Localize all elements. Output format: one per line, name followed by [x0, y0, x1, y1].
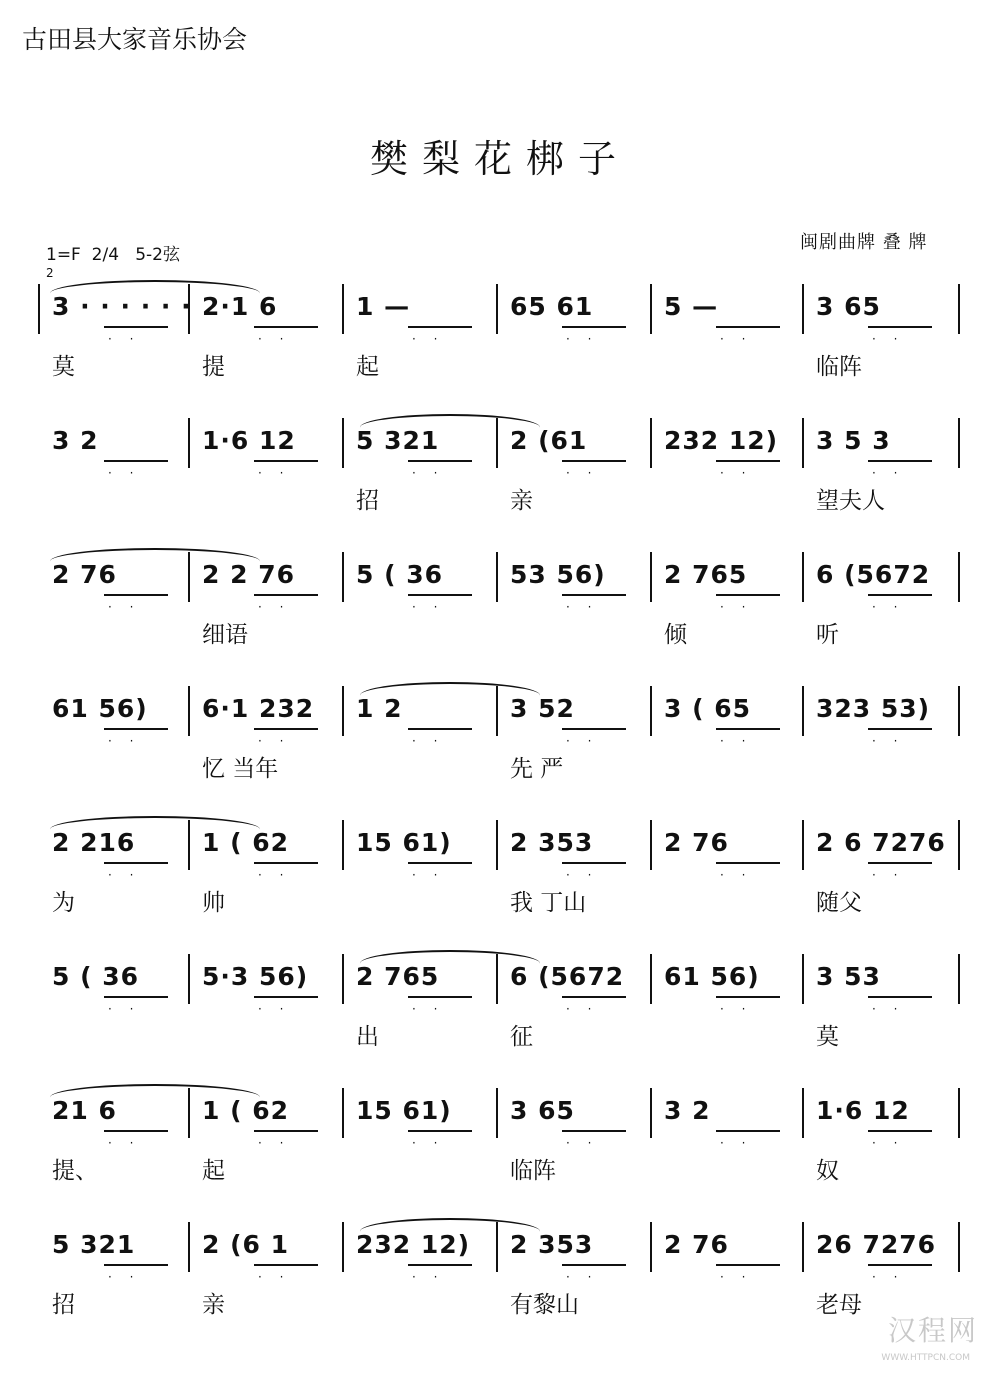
beam-underline	[104, 460, 168, 462]
beam-underline	[562, 460, 626, 462]
octave-dots: · ·	[108, 1270, 141, 1284]
measure-notes: 2 (6 1	[202, 1230, 290, 1259]
lyric: 先 严	[510, 756, 564, 782]
measure-notes: 53 56)	[510, 560, 606, 589]
beam-underline	[254, 728, 318, 730]
beam-underline	[104, 326, 168, 328]
beam-underline	[868, 1264, 932, 1266]
octave-dots: · ·	[412, 1136, 445, 1150]
credit-label: 闽剧曲牌 叠 牌	[800, 232, 928, 253]
octave-dots: · ·	[108, 332, 141, 346]
beam-underline	[716, 594, 780, 596]
beam-underline	[716, 728, 780, 730]
octave-dots: · ·	[412, 734, 445, 748]
barline	[496, 1222, 498, 1272]
beam-underline	[868, 862, 932, 864]
barline	[342, 418, 344, 468]
barline	[650, 820, 652, 870]
measure-notes: 3 5 3	[816, 426, 891, 455]
octave-dots: · ·	[872, 1002, 905, 1016]
barline	[188, 954, 190, 1004]
lyric: 我 丁山	[510, 890, 587, 916]
octave-dots: · ·	[258, 734, 291, 748]
measure-notes: 232 12)	[356, 1230, 471, 1259]
barline	[650, 418, 652, 468]
octave-dots: · ·	[108, 734, 141, 748]
octave-dots: · ·	[566, 466, 599, 480]
barline	[188, 1088, 190, 1138]
beam-underline	[254, 862, 318, 864]
measure-notes: 5 321	[52, 1230, 136, 1259]
measure-notes: 5·3 56)	[202, 962, 309, 991]
lyric: 望夫人	[816, 488, 885, 514]
barline	[38, 284, 40, 334]
barline	[188, 1222, 190, 1272]
barline	[802, 1088, 804, 1138]
barline	[802, 1222, 804, 1272]
octave-dots: · ·	[872, 734, 905, 748]
beam-underline	[562, 594, 626, 596]
octave-dots: · ·	[720, 868, 753, 882]
measure-notes: 2 216	[52, 828, 136, 857]
octave-dots: · ·	[720, 1136, 753, 1150]
octave-dots: · ·	[566, 600, 599, 614]
measure-notes: 2 765	[664, 560, 748, 589]
beam-underline	[408, 1264, 472, 1266]
octave-dots: · ·	[872, 1270, 905, 1284]
beam-underline	[868, 460, 932, 462]
measure-notes: 1 2	[356, 694, 403, 723]
watermark-url: WWW.HTTPCN.COM	[881, 1353, 970, 1363]
beam-underline	[562, 1264, 626, 1266]
barline	[802, 418, 804, 468]
lyric: 奴	[816, 1158, 839, 1184]
lyric: 帅	[202, 890, 225, 916]
beam-underline	[868, 996, 932, 998]
measure-notes: 1 ( 62	[202, 828, 290, 857]
barline	[958, 954, 960, 1004]
beam-underline	[254, 1130, 318, 1132]
measure-notes: 3 2	[664, 1096, 711, 1125]
score-system	[0, 1218, 1000, 1378]
barline	[802, 954, 804, 1004]
barline	[650, 686, 652, 736]
beam-underline	[716, 1264, 780, 1266]
lyric: 征	[510, 1024, 533, 1050]
measure-notes: 5 321	[356, 426, 440, 455]
barline	[958, 686, 960, 736]
measure-notes: 2·1 6	[202, 292, 278, 321]
beam-underline	[408, 996, 472, 998]
lyric: 提、	[52, 1158, 98, 1184]
octave-dots: · ·	[872, 1136, 905, 1150]
organization-label: 古田县大家音乐协会	[22, 25, 248, 54]
time-signature: 2/4	[91, 245, 120, 265]
beam-underline	[716, 862, 780, 864]
barline	[342, 686, 344, 736]
octave-dots: · ·	[108, 1002, 141, 1016]
lyric: 临阵	[816, 354, 862, 380]
measure-notes: 2 76	[664, 828, 729, 857]
octave-dots: · ·	[566, 1002, 599, 1016]
lyric: 莫	[816, 1024, 839, 1050]
barline	[496, 954, 498, 1004]
beam-underline	[104, 996, 168, 998]
octave-dots: · ·	[566, 1136, 599, 1150]
measure-notes: 2 353	[510, 1230, 594, 1259]
barline	[958, 820, 960, 870]
measure-notes: 5 ( 36	[356, 560, 444, 589]
lyric: 老母	[816, 1292, 862, 1318]
octave-dots: · ·	[108, 466, 141, 480]
beam-underline	[254, 996, 318, 998]
page-title: 樊梨花梆子	[369, 137, 630, 181]
barline	[650, 552, 652, 602]
measure-notes: 2 (61	[510, 426, 588, 455]
octave-dots: · ·	[566, 1270, 599, 1284]
measure-notes: 5 —	[664, 292, 719, 321]
strings-label: 5-2弦	[135, 245, 181, 265]
barline	[958, 418, 960, 468]
octave-dots: · ·	[720, 600, 753, 614]
barline	[342, 954, 344, 1004]
measure-notes: 26 7276	[816, 1230, 937, 1259]
barline	[188, 820, 190, 870]
measure-notes: 1 —	[356, 292, 411, 321]
octave-dots: · ·	[566, 734, 599, 748]
octave-dots: · ·	[108, 868, 141, 882]
beam-underline	[104, 1264, 168, 1266]
measure-notes: 2 765	[356, 962, 440, 991]
measure-notes: 3 65	[510, 1096, 575, 1125]
beam-underline	[408, 326, 472, 328]
octave-dots: · ·	[258, 332, 291, 346]
octave-dots: · ·	[566, 332, 599, 346]
octave-dots: · ·	[108, 1136, 141, 1150]
beam-underline	[408, 594, 472, 596]
measure-notes: 15 61)	[356, 828, 452, 857]
beam-underline	[716, 996, 780, 998]
lyric: 招	[356, 488, 379, 514]
barline	[342, 552, 344, 602]
lyric: 有黎山	[510, 1292, 579, 1318]
lyric: 起	[202, 1158, 225, 1184]
lyric: 亲	[510, 488, 533, 514]
octave-dots: · ·	[872, 868, 905, 882]
beam-underline	[562, 326, 626, 328]
beam-underline	[254, 594, 318, 596]
beam-underline	[408, 728, 472, 730]
lyric: 随父	[816, 890, 862, 916]
beam-underline	[868, 326, 932, 328]
barline	[802, 284, 804, 334]
measure-notes: 1·6 12	[202, 426, 296, 455]
measure-notes: 232 12)	[664, 426, 779, 455]
lyric: 起	[356, 354, 379, 380]
measure-notes: 2 2 76	[202, 560, 295, 589]
measure-notes: 323 53)	[816, 694, 931, 723]
beam-underline	[408, 460, 472, 462]
measure-notes: 15 61)	[356, 1096, 452, 1125]
beam-underline	[868, 1130, 932, 1132]
beam-underline	[562, 862, 626, 864]
beam-underline	[104, 862, 168, 864]
barline	[496, 284, 498, 334]
barline	[958, 1088, 960, 1138]
octave-dots: · ·	[258, 1002, 291, 1016]
lyric: 听	[816, 622, 839, 648]
beam-underline	[254, 1264, 318, 1266]
watermark: 汉程网	[887, 1314, 978, 1347]
octave-dots: · ·	[412, 332, 445, 346]
beam-underline	[254, 460, 318, 462]
barline	[342, 1088, 344, 1138]
octave-dots: · ·	[258, 1136, 291, 1150]
measure-notes: 61 56)	[52, 694, 148, 723]
measure-notes: 2 6 7276	[816, 828, 946, 857]
barline	[342, 820, 344, 870]
beam-underline	[868, 728, 932, 730]
octave-dots: · ·	[872, 600, 905, 614]
beam-underline	[104, 1130, 168, 1132]
lyric: 忆 当年	[202, 756, 279, 782]
barline	[496, 552, 498, 602]
measure-notes: 3 · · · · · ·	[52, 292, 192, 321]
barline	[802, 820, 804, 870]
measure-notes: 65 61	[510, 292, 594, 321]
lyric: 提	[202, 354, 225, 380]
measure-notes: 6 (5672	[816, 560, 931, 589]
barline	[496, 820, 498, 870]
octave-dots: · ·	[412, 1270, 445, 1284]
lyric: 亲	[202, 1292, 225, 1318]
measure-notes: 6·1 232	[202, 694, 315, 723]
beam-underline	[104, 594, 168, 596]
barline	[802, 552, 804, 602]
octave-dots: · ·	[108, 600, 141, 614]
octave-dots: · ·	[412, 600, 445, 614]
beam-underline	[716, 326, 780, 328]
measure-notes: 3 ( 65	[664, 694, 752, 723]
octave-dots: · ·	[720, 332, 753, 346]
beam-underline	[408, 1130, 472, 1132]
barline	[650, 1088, 652, 1138]
octave-dots: · ·	[720, 734, 753, 748]
octave-dots: · ·	[258, 868, 291, 882]
measure-notes: 21 6	[52, 1096, 117, 1125]
octave-dots: · ·	[872, 332, 905, 346]
lyric: 招	[52, 1292, 75, 1318]
octave-dots: · ·	[258, 466, 291, 480]
lyric: 出	[356, 1024, 379, 1050]
barline	[802, 686, 804, 736]
octave-dots: · ·	[258, 1270, 291, 1284]
lyric: 莫	[52, 354, 75, 380]
measure-notes: 5 ( 36	[52, 962, 140, 991]
lyric: 倾	[664, 622, 687, 648]
octave-dots: · ·	[720, 1002, 753, 1016]
barline	[958, 552, 960, 602]
measure-notes: 61 56)	[664, 962, 760, 991]
key-label: 1=F	[46, 245, 81, 265]
beam-underline	[104, 728, 168, 730]
barline	[650, 954, 652, 1004]
lyric: 为	[52, 890, 75, 916]
barline	[188, 552, 190, 602]
measure-notes: 2 76	[52, 560, 117, 589]
beam-underline	[562, 996, 626, 998]
octave-dots: · ·	[412, 868, 445, 882]
beam-underline	[562, 1130, 626, 1132]
beam-underline	[868, 594, 932, 596]
barline	[496, 1088, 498, 1138]
measure-notes: 2 76	[664, 1230, 729, 1259]
barline	[342, 284, 344, 334]
barline	[496, 418, 498, 468]
barline	[188, 418, 190, 468]
octave-dots: · ·	[566, 868, 599, 882]
barline	[188, 686, 190, 736]
beam-underline	[408, 862, 472, 864]
key-signature	[46, 240, 180, 265]
measure-notes: 3 2	[52, 426, 99, 455]
barline	[650, 284, 652, 334]
beam-underline	[254, 326, 318, 328]
octave-dots: · ·	[412, 466, 445, 480]
octave-dots: · ·	[258, 600, 291, 614]
measure-notes: 1 ( 62	[202, 1096, 290, 1125]
octave-dots: · ·	[720, 1270, 753, 1284]
barline	[496, 686, 498, 736]
measure-notes: 3 65	[816, 292, 881, 321]
barline	[958, 284, 960, 334]
lyric: 细语	[202, 622, 248, 648]
beam-underline	[716, 460, 780, 462]
octave-dots: · ·	[872, 466, 905, 480]
measure-notes: 1·6 12	[816, 1096, 910, 1125]
measure-notes: 3 53	[816, 962, 881, 991]
measure-notes: 6 (5672	[510, 962, 625, 991]
octave-dots: · ·	[412, 1002, 445, 1016]
barline	[958, 1222, 960, 1272]
octave-dots: · ·	[720, 466, 753, 480]
measure-notes: 3 52	[510, 694, 575, 723]
barline	[342, 1222, 344, 1272]
grace-note: 2	[46, 266, 54, 280]
barline	[650, 1222, 652, 1272]
beam-underline	[562, 728, 626, 730]
beam-underline	[716, 1130, 780, 1132]
lyric: 临阵	[510, 1158, 556, 1184]
measure-notes: 2 353	[510, 828, 594, 857]
